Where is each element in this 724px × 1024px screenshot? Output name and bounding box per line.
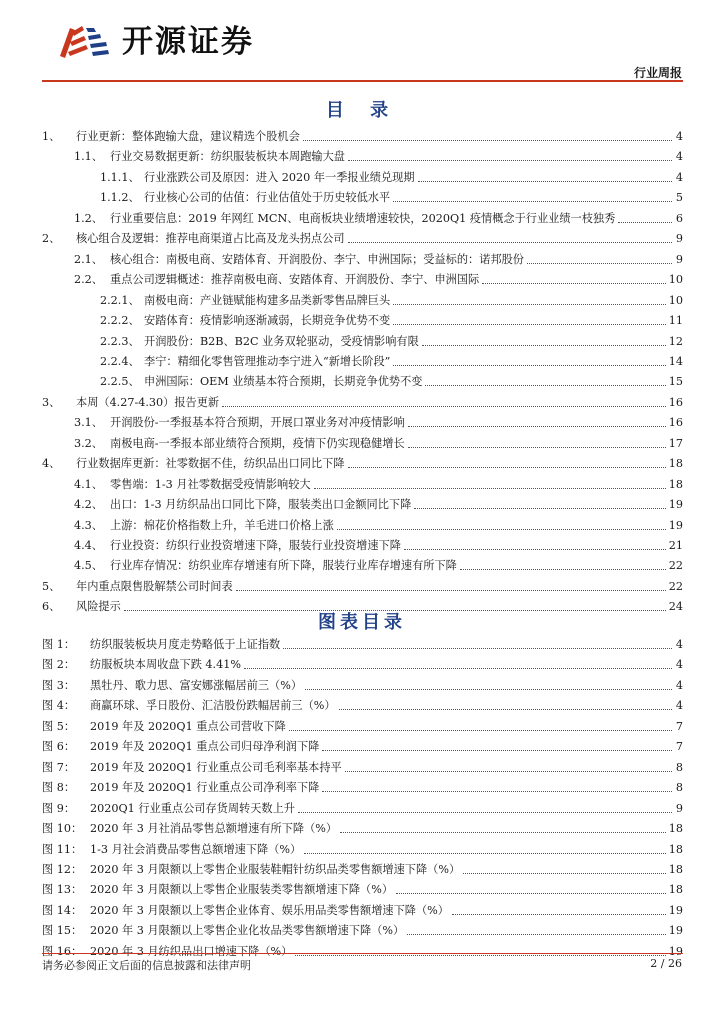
toc-entry-page: 4 bbox=[675, 130, 683, 143]
figure-entry-text: 2019 年及 2020Q1 重点公司归母净利润下降 bbox=[90, 740, 320, 754]
dot-leader bbox=[393, 304, 666, 305]
figure-entry-page: 18 bbox=[668, 842, 683, 856]
toc-entry-text: 行业投资：纺织行业投资增速下降，服装行业投资增速下降 bbox=[110, 539, 401, 552]
toc-entry[interactable] bbox=[100, 312, 683, 330]
toc-entry-number: 1.1.1、 bbox=[100, 170, 140, 184]
dot-leader bbox=[304, 853, 666, 854]
figure-entry-text: 纺织服装板块月度走势略低于上证指数 bbox=[90, 638, 281, 651]
toc-entry-number: 6、 bbox=[42, 600, 61, 614]
toc-entry[interactable] bbox=[74, 210, 683, 228]
dot-leader bbox=[408, 447, 666, 448]
figure-entry[interactable] bbox=[42, 759, 683, 777]
toc-entry[interactable] bbox=[74, 148, 683, 166]
dot-leader bbox=[404, 549, 666, 550]
figure-entry-number: 图 7： bbox=[42, 760, 76, 774]
figure-entry-number: 图 2： bbox=[42, 658, 76, 672]
figure-entry-number: 图 10： bbox=[42, 822, 83, 836]
figure-entry-number: 图 11： bbox=[42, 842, 83, 856]
toc-entry-text: 重点公司逻辑概述：推荐南极电商、安踏体育、开润股份、李宁、申洲国际 bbox=[110, 273, 480, 287]
toc-entry[interactable] bbox=[100, 333, 683, 351]
figure-entry-text: 黑牡丹、歌力思、富安娜涨幅居前三（%） bbox=[90, 678, 303, 692]
figure-entry[interactable] bbox=[42, 677, 683, 695]
toc-entry-text: 开润股份：B2B、B2C 业务双轮驱动，受疫情影响有限 bbox=[144, 334, 419, 348]
toc-entry-page: 4 bbox=[675, 150, 683, 164]
dot-leader bbox=[407, 934, 666, 935]
toc-entry[interactable] bbox=[74, 271, 683, 289]
dot-leader bbox=[303, 140, 672, 141]
toc-entry[interactable] bbox=[74, 517, 683, 535]
figure-entry-page: 7 bbox=[675, 740, 683, 754]
dot-leader bbox=[527, 263, 672, 264]
figure-entry-number: 图 5： bbox=[42, 719, 76, 733]
figure-entry-text: 2020Q1 行业重点公司存货周转天数上升 bbox=[90, 801, 295, 815]
figure-entry-number: 图 8： bbox=[42, 781, 76, 795]
dot-leader bbox=[418, 181, 672, 182]
figure-entry-page: 18 bbox=[668, 822, 683, 836]
toc-entry-number: 2.2.4、 bbox=[100, 354, 140, 368]
figure-entry-page: 9 bbox=[675, 801, 683, 815]
dot-leader bbox=[348, 242, 672, 243]
toc-entry[interactable] bbox=[74, 537, 683, 555]
figure-entry-number: 图 15： bbox=[42, 924, 83, 938]
figure-entry[interactable] bbox=[42, 841, 683, 859]
figure-entry-page: 7 bbox=[675, 719, 683, 733]
dot-leader bbox=[422, 345, 666, 346]
toc-entry[interactable] bbox=[74, 496, 683, 514]
figure-entry-number: 图 6： bbox=[42, 740, 76, 754]
toc-entry[interactable] bbox=[100, 353, 683, 371]
toc-entry-page: 12 bbox=[668, 334, 683, 348]
figure-entry-page: 4 bbox=[675, 638, 683, 651]
toc-entry-page: 19 bbox=[668, 498, 683, 512]
figure-entry-page: 8 bbox=[675, 760, 683, 774]
toc-entry-number: 1.1.2、 bbox=[100, 191, 140, 205]
toc-entry-text: 安踏体育：疫情影响逐渐减弱，长期竞争优势不变 bbox=[144, 314, 391, 328]
dot-leader bbox=[244, 668, 672, 669]
toc-entry-text: 行业核心公司的估值：行业估值处于历史较低水平 bbox=[144, 191, 391, 205]
figure-entry-text: 2019 年及 2020Q1 行业重点公司毛利率基本持平 bbox=[90, 760, 342, 774]
figure-entry-text: 2020 年 3 月社消品零售总额增速有所下降（%） bbox=[90, 822, 338, 836]
toc-entry-page: 22 bbox=[668, 579, 683, 593]
dot-leader bbox=[305, 689, 672, 690]
dot-leader bbox=[393, 365, 665, 366]
footer-disclaimer: 请务必参阅正文后面的信息披露和法律声明 bbox=[42, 959, 251, 972]
figure-entry-text: 纺服板块本周收盘下跌 4.41% bbox=[90, 658, 241, 672]
toc-entry-text: 开润股份-一季报基本符合预期，开展口罩业务对冲疫情影响 bbox=[110, 416, 405, 430]
dot-leader bbox=[348, 467, 666, 468]
figure-entry-page: 19 bbox=[668, 924, 683, 938]
figure-entry-page: 8 bbox=[675, 781, 683, 795]
dot-leader bbox=[463, 873, 666, 874]
figure-entry-number: 图 3： bbox=[42, 678, 76, 692]
toc-entry-text: 行业重要信息：2019 年网红 MCN、电商板块业绩增速较快，2020Q1 疫情概念于行业业绩一枝独秀 bbox=[110, 211, 616, 225]
toc-entry-number: 4.4、 bbox=[74, 539, 103, 552]
dot-leader bbox=[339, 709, 672, 710]
toc-entry[interactable] bbox=[74, 435, 683, 453]
figure-entry-page: 4 bbox=[675, 678, 683, 692]
toc-entry-number: 1、 bbox=[42, 130, 61, 143]
toc-entry-page: 17 bbox=[668, 436, 683, 450]
figure-entry[interactable] bbox=[42, 881, 683, 899]
dot-leader bbox=[618, 222, 672, 223]
toc-entry-text: 核心组合及逻辑：推荐电商渠道占比高及龙头拐点公司 bbox=[76, 232, 345, 246]
toc-entry[interactable] bbox=[74, 414, 683, 432]
toc-entry-text: 出口：1-3 月纺织品出口同比下降，服装类出口金额同比下降 bbox=[110, 498, 412, 512]
toc-entry-page: 11 bbox=[668, 314, 683, 328]
toc-entry-number: 2.2.2、 bbox=[100, 314, 140, 328]
figure-entry-text: 2019 年及 2020Q1 重点公司营收下降 bbox=[90, 719, 286, 733]
page-header bbox=[42, 18, 682, 80]
brand-name: 开源证券 bbox=[122, 24, 254, 60]
dot-leader bbox=[337, 529, 666, 530]
dot-leader bbox=[393, 201, 672, 202]
figure-entry[interactable] bbox=[42, 902, 683, 920]
dot-leader bbox=[396, 893, 666, 894]
toc-entry-number: 2.2、 bbox=[74, 273, 103, 287]
toc-entry-text: 行业库存情况：纺织业库存增速有所下降，服装行业库存增速有所下降 bbox=[110, 559, 457, 573]
figure-entry-page: 19 bbox=[668, 944, 683, 958]
toc-entry-number: 2、 bbox=[42, 232, 61, 246]
figure-entry-number: 图 16： bbox=[42, 944, 83, 958]
figure-entry[interactable] bbox=[42, 718, 683, 736]
toc-entry-page: 24 bbox=[668, 600, 683, 614]
figure-entry-page: 4 bbox=[675, 699, 683, 713]
figure-entry[interactable] bbox=[42, 922, 683, 940]
figure-entry-text: 2020 年 3 月限额以上零售企业服装类零售额增速下降（%） bbox=[90, 883, 394, 897]
toc-entry[interactable] bbox=[42, 394, 683, 412]
toc-entry-text: 核心组合：南极电商、安踏体育、开润股份、李宁、申洲国际；受益标的：诺邦股份 bbox=[110, 252, 524, 266]
toc-entry-page: 9 bbox=[675, 252, 683, 266]
dot-leader bbox=[283, 648, 672, 649]
dot-leader bbox=[482, 283, 666, 284]
figure-entry-text: 2019 年及 2020Q1 行业重点公司净利率下降 bbox=[90, 781, 320, 795]
figure-list-title: 图表目录 bbox=[318, 612, 406, 633]
toc-entry-text: 零售端：1-3 月社零数据受疫情影响较大 bbox=[110, 477, 311, 491]
toc-entry[interactable] bbox=[42, 455, 683, 473]
dot-leader bbox=[295, 955, 665, 956]
dot-leader bbox=[452, 914, 666, 915]
toc-entry[interactable] bbox=[42, 128, 683, 146]
toc-entry[interactable] bbox=[100, 373, 683, 391]
toc-entry-page: 16 bbox=[668, 416, 683, 430]
dot-leader bbox=[322, 750, 672, 751]
toc-entry-text: 申洲国际：OEM 业绩基本符合预期，长期竞争优势不变 bbox=[144, 375, 423, 389]
toc-entry[interactable] bbox=[100, 169, 683, 187]
figure-entry-text: 1-3 月社会消费品零售总额增速下降（%） bbox=[90, 842, 302, 856]
dot-leader bbox=[393, 324, 666, 325]
figure-entry[interactable] bbox=[42, 738, 683, 756]
toc-entry[interactable] bbox=[74, 557, 683, 575]
toc-entry-text: 南极电商：产业链赋能构建多品类新零售品牌巨头 bbox=[144, 293, 391, 307]
figure-entry[interactable] bbox=[42, 636, 683, 654]
toc-entry-number: 2.1、 bbox=[74, 252, 103, 266]
toc-entry-number: 3.1、 bbox=[74, 416, 103, 430]
dot-leader bbox=[222, 406, 666, 407]
figure-entry[interactable] bbox=[42, 656, 683, 674]
figure-entry-page: 4 bbox=[675, 658, 683, 672]
figure-entry[interactable] bbox=[42, 800, 683, 818]
dot-leader bbox=[345, 771, 672, 772]
toc-entry-number: 4.5、 bbox=[74, 559, 103, 573]
toc-entry-number: 4.1、 bbox=[74, 477, 103, 491]
figure-entry-number: 图 4： bbox=[42, 699, 76, 713]
figure-entry-page: 19 bbox=[668, 903, 683, 917]
figure-entry-number: 图 12： bbox=[42, 862, 83, 876]
toc-entry-page: 19 bbox=[668, 518, 683, 532]
toc-entry-page: 14 bbox=[668, 354, 683, 368]
footer-divider bbox=[42, 953, 683, 954]
kaiyuan-logo-icon bbox=[56, 22, 110, 66]
toc-entry-number: 4.3、 bbox=[74, 518, 103, 532]
toc-entry-text: 李宁：精细化零售管理推动李宁进入“新增长阶段” bbox=[144, 354, 391, 368]
toc-entry-page: 5 bbox=[675, 191, 683, 205]
toc-entry[interactable] bbox=[42, 230, 683, 248]
dot-leader bbox=[322, 791, 672, 792]
header-divider bbox=[42, 80, 683, 82]
toc-entry[interactable] bbox=[100, 292, 683, 310]
toc-entry-text: 南极电商-一季报本部业绩符合预期，疫情下仍实现稳健增长 bbox=[110, 436, 405, 450]
figure-entry[interactable] bbox=[42, 779, 683, 797]
toc-entry-text: 上游：棉花价格指数上升，羊毛进口价格上涨 bbox=[110, 518, 334, 532]
toc-entry-page: 21 bbox=[668, 539, 683, 552]
figure-entry[interactable] bbox=[42, 861, 683, 879]
figure-entry-number: 图 13： bbox=[42, 883, 83, 897]
figure-entry[interactable] bbox=[42, 697, 683, 715]
toc-entry-page: 10 bbox=[668, 273, 683, 287]
report-type-label: 行业周报 bbox=[633, 66, 682, 80]
figure-entry[interactable] bbox=[42, 820, 683, 838]
toc-entry[interactable] bbox=[74, 251, 683, 269]
toc-entry-text: 行业数据库更新：社零数据不佳，纺织品出口同比下降 bbox=[76, 457, 345, 471]
toc-entry-page: 16 bbox=[668, 395, 683, 409]
toc-entry-page: 9 bbox=[675, 232, 683, 246]
figure-entry-page: 18 bbox=[668, 862, 683, 876]
toc-entry-text: 行业更新：整体跑输大盘，建议精选个股机会 bbox=[76, 130, 300, 143]
toc-entry[interactable] bbox=[100, 189, 683, 207]
toc-entry-page: 18 bbox=[668, 477, 683, 491]
toc-entry-text: 本周（4.27-4.30）报告更新 bbox=[76, 395, 220, 409]
toc-entry-page: 6 bbox=[675, 211, 683, 225]
toc-title: 目 录 bbox=[325, 100, 399, 121]
figure-entry-number: 图 9： bbox=[42, 801, 76, 815]
toc-entry-page: 18 bbox=[668, 457, 683, 471]
toc-entry[interactable] bbox=[74, 476, 683, 494]
figure-entry-text: 2020 年 3 月限额以上零售企业服装鞋帽针纺织品类零售额增速下降（%） bbox=[90, 862, 461, 876]
figure-entry-number: 图 14： bbox=[42, 903, 83, 917]
toc-entry-number: 4.2、 bbox=[74, 498, 103, 512]
figure-entry-text: 2020 年 3 月限额以上零售企业化妆品类零售额增速下降（%） bbox=[90, 924, 405, 938]
figure-entry-number: 图 1： bbox=[42, 638, 76, 651]
figure-entry-text: 2020 年 3 月限额以上零售企业体育、娱乐用品类零售额增速下降（%） bbox=[90, 903, 449, 917]
dot-leader bbox=[425, 385, 665, 386]
dot-leader bbox=[414, 508, 665, 509]
toc-entry-number: 1.2、 bbox=[74, 211, 103, 225]
toc-entry-number: 2.2.1、 bbox=[100, 293, 140, 307]
toc-entry-number: 2.2.5、 bbox=[100, 375, 140, 389]
toc-entry-page: 10 bbox=[668, 293, 683, 307]
toc-entry-text: 年内重点限售股解禁公司时间表 bbox=[76, 579, 233, 593]
dot-leader bbox=[289, 730, 672, 731]
dot-leader bbox=[460, 569, 666, 570]
page-indicator: 2 / 26 bbox=[650, 957, 682, 970]
toc-entry-page: 15 bbox=[668, 375, 683, 389]
dot-leader bbox=[236, 590, 666, 591]
toc-entry-text: 风险提示 bbox=[76, 600, 121, 614]
toc-entry-page: 22 bbox=[668, 559, 683, 573]
toc-entry-number: 3.2、 bbox=[74, 436, 103, 450]
toc-entry[interactable] bbox=[42, 578, 683, 596]
dot-leader bbox=[408, 426, 666, 427]
dot-leader bbox=[314, 488, 666, 489]
figure-entry-text: 商赢环球、孚日股份、汇洁股份跌幅居前三（%） bbox=[90, 699, 336, 713]
toc-entry-page: 4 bbox=[675, 170, 683, 184]
figure-entry-text: 2020 年 3 月纺织品出口增速下降（%） bbox=[90, 944, 293, 958]
toc-entry-text: 行业交易数据更新：纺织服装板块本周跑输大盘 bbox=[110, 150, 345, 164]
toc-entry-number: 2.2.3、 bbox=[100, 334, 140, 348]
dot-leader bbox=[348, 160, 672, 161]
dot-leader bbox=[340, 832, 666, 833]
dot-leader bbox=[298, 812, 672, 813]
toc-entry-number: 5、 bbox=[42, 579, 61, 593]
figure-entry-page: 18 bbox=[668, 883, 683, 897]
toc-entry-number: 1.1、 bbox=[74, 150, 103, 164]
toc-entry-number: 3、 bbox=[42, 395, 61, 409]
toc-entry-number: 4、 bbox=[42, 457, 61, 471]
toc-entry-text: 行业涨跌公司及原因：进入 2020 年一季报业绩兑现期 bbox=[144, 170, 415, 184]
